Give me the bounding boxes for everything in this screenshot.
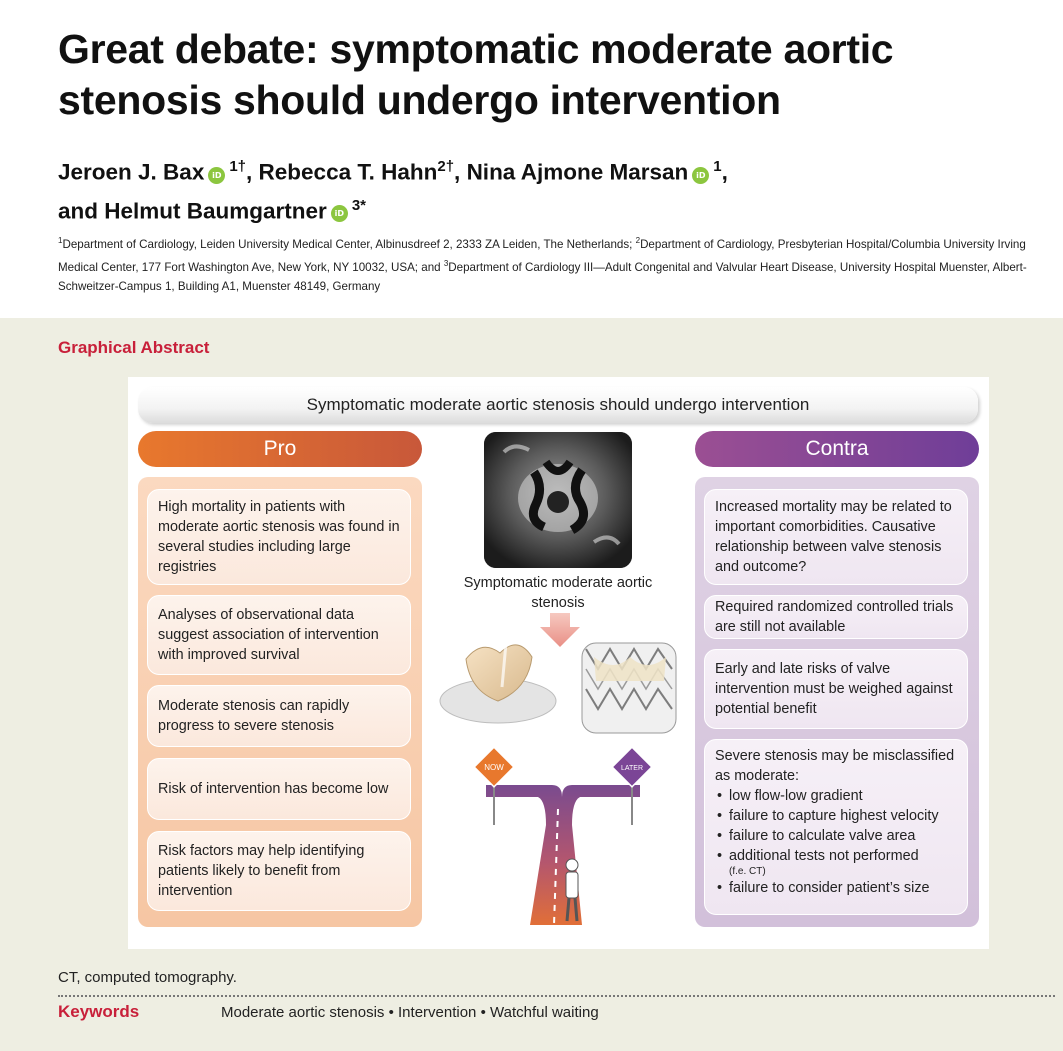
orcid-icon[interactable]: iD (208, 167, 225, 184)
contra-heading: Contra (695, 431, 979, 467)
keyword: Intervention (398, 1004, 477, 1021)
graphical-abstract-panel (128, 377, 989, 949)
pro-card: High mortality in patients with moderate aortic stenosis was found in several studies including large registries (147, 489, 411, 585)
pro-card: Risk factors may help identifying patients likely to benefit from intervention (147, 831, 411, 911)
echocardiogram-graphic (484, 432, 632, 568)
author-name: Helmut Baumgartner (104, 198, 327, 223)
now-sign-label: NOW (484, 763, 504, 772)
contra-list-card (704, 739, 968, 915)
later-sign-label: LATER (620, 765, 644, 772)
pro-card: Analyses of observational data suggest association of intervention with improved survival (147, 595, 411, 675)
contra-card: Required randomized controlled trials are still not available (704, 595, 968, 639)
author-name: Nina Ajmone Marsan (466, 159, 689, 185)
author-list: Jeroen J. Bax iD $^{1\dagger}$, Rebecca T. Hahn$^{2\dagger}$, Nina Ajmone Marsan iD $^1$, and Helmut Baumgartner iD $^{3*}$ (58, 158, 728, 223)
misclassified-intro: Severe stenosis may be misclassified as moderate: (715, 748, 955, 784)
pro-card: Risk of intervention has become low (147, 758, 411, 820)
author-affil-sup: 3* (351, 196, 366, 214)
misclassified-list (715, 786, 957, 866)
orcid-icon[interactable]: iD (692, 167, 709, 184)
valve-illustration (436, 609, 686, 739)
pro-heading: Pro (138, 431, 422, 467)
contra-column (695, 477, 979, 927)
affiliations: $^1$Department of Cardiology, Leiden University Medical Center, Albinusdreef 2, 2333 ZA Leiden, The Netherlands; $^2$Department of Cardiology, Presbyterian Hospital/Columbia University Irving Medical Center, 177 Fort Washington Ave, New York, NY 10032, USA; and $^3$Department of Cardiology III—Adult Congenital and Valvular Heart Disease, University Hospital Muenster, Albert-Schweitzer-Campus 1, Building A1, Muenster 48149, Germany (58, 236, 1027, 293)
author-affil-sup: 2† (437, 158, 455, 175)
affiliation-text: Department of Cardiology, Presbyterian Hospital/Columbia University Irving Medical Center, 177 Fort Washington Ave, New York, NY 10032, USA; and (58, 237, 1026, 274)
abstract-banner: Symptomatic moderate aortic stenosis should undergo intervention (138, 387, 978, 423)
graphical-abstract-label: Graphical Abstract (58, 338, 210, 357)
orcid-icon[interactable]: iD (331, 205, 348, 222)
contra-card: Increased mortality may be related to important comorbidities. Causative relationship between valve stenosis and outcome? (704, 489, 968, 585)
keyword: Moderate aortic stenosis (221, 1004, 385, 1021)
author-name: Rebecca T. Hahn (258, 159, 438, 185)
list-item: • failure to calculate valve area (715, 826, 957, 846)
footnote: CT, computed tomography. (58, 969, 237, 986)
affiliation-text: Department of Cardiology, Leiden University Medical Center, Albinusdreef 2, 2333 ZA Leiden, The Netherlands; (62, 237, 636, 251)
author-name: Jeroen J. Bax (58, 159, 205, 185)
affiliation-text: Department of Cardiology III—Adult Congenital and Valvular Heart Disease, University Hospital Muenster, Albert-Schweitzer-Campus 1, Building A1, Muenster 48149, Germany (58, 260, 1027, 293)
pro-column (138, 477, 422, 927)
author-affil-sup: 1 (713, 158, 722, 175)
keyword: Watchful waiting (490, 1004, 599, 1021)
list-item: • additional tests not performed (715, 846, 957, 866)
echocardiogram-image (484, 432, 632, 568)
list-item: • failure to consider patient’s size (715, 878, 957, 898)
down-arrow-icon (540, 613, 580, 647)
list-item: • low flow-low gradient (715, 786, 957, 806)
article-title: Great debate: symptomatic moderate aortic stenosis should undergo intervention (58, 26, 894, 123)
author-affil-sup: 1† (229, 158, 247, 175)
crossroads-illustration (468, 745, 658, 930)
question-mark: ? (582, 847, 590, 862)
divider (58, 995, 1055, 997)
list-item: • failure to capture highest velocity (715, 806, 957, 826)
pro-card: Moderate stenosis can rapidly progress to severe stenosis (147, 685, 411, 747)
contra-card: Early and late risks of valve intervention must be weighed against potential benefit (704, 649, 968, 729)
keywords-label: Keywords (58, 1002, 140, 1021)
keywords-list: Moderate aortic stenosis • Intervention • Watchful waiting (221, 1004, 599, 1021)
list-note: (f.e. CT) (729, 866, 766, 877)
center-caption: Symptomatic moderate aortic stenosis (463, 575, 653, 611)
